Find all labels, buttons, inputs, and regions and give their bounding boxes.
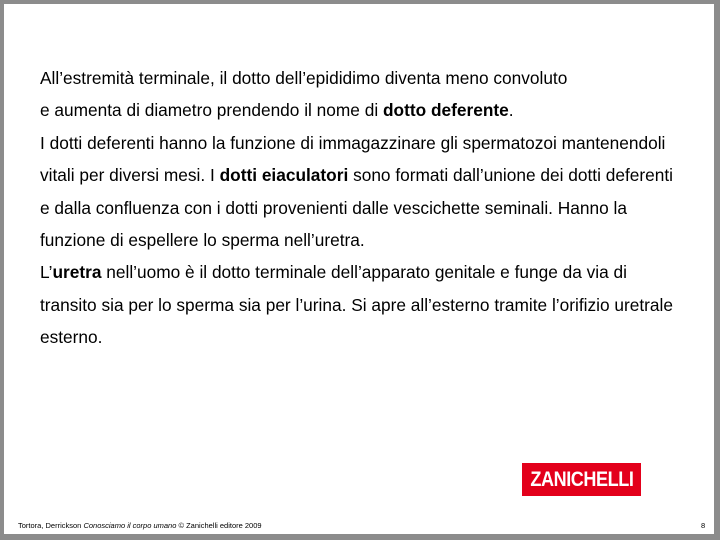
paragraph-text: .	[508, 100, 514, 121]
paragraph-text: sono formati dall’unione dei dotti deferenti e dalla confluenza con i dotti provenienti dalle vescichette seminali. Hanno la funzione di espellere lo sperma nell’uretra.	[40, 165, 673, 251]
term-dotto-deferente: dotto deferente	[382, 100, 509, 121]
slide-body	[40, 62, 680, 354]
paragraph-line: All’estremità terminale, il dotto dell’epididimo diventa meno convoluto	[40, 68, 568, 88]
footer-authors: Tortora, Derrickson	[18, 521, 84, 530]
paragraph-urethra	[40, 256, 680, 353]
paragraph-text: e aumenta di diametro prendendo il nome di	[40, 100, 383, 121]
paragraph-vas-deferens	[40, 62, 680, 127]
footer-credit	[18, 521, 262, 530]
term-uretra: uretra	[52, 262, 102, 283]
zanichelli-logo	[522, 463, 641, 496]
paragraph-text: I dotti deferenti hanno la funzione di immagazzinare gli spermatozoi mantenendoli vitali per diversi mesi. I	[40, 132, 666, 186]
paragraph-text: nell’uomo è il dotto terminale dell’apparato genitale e funge da via di transito sia per lo sperma sia per l’urina. Si apre all’esterno tramite l’orifizio uretrale esterno.	[40, 262, 673, 348]
page-number: 8	[701, 521, 706, 530]
paragraph-text: L’	[40, 262, 53, 283]
term-dotti-eiaculatori: dotti eiaculatori	[219, 165, 349, 186]
footer-publisher: © Zanichelli editore 2009	[176, 521, 262, 530]
slide	[4, 4, 714, 534]
footer-book-title: Conosciamo il corpo umano	[83, 521, 177, 530]
paragraph-ejaculatory-ducts	[40, 127, 680, 257]
logo-text: ZANICHELLI	[529, 467, 634, 491]
